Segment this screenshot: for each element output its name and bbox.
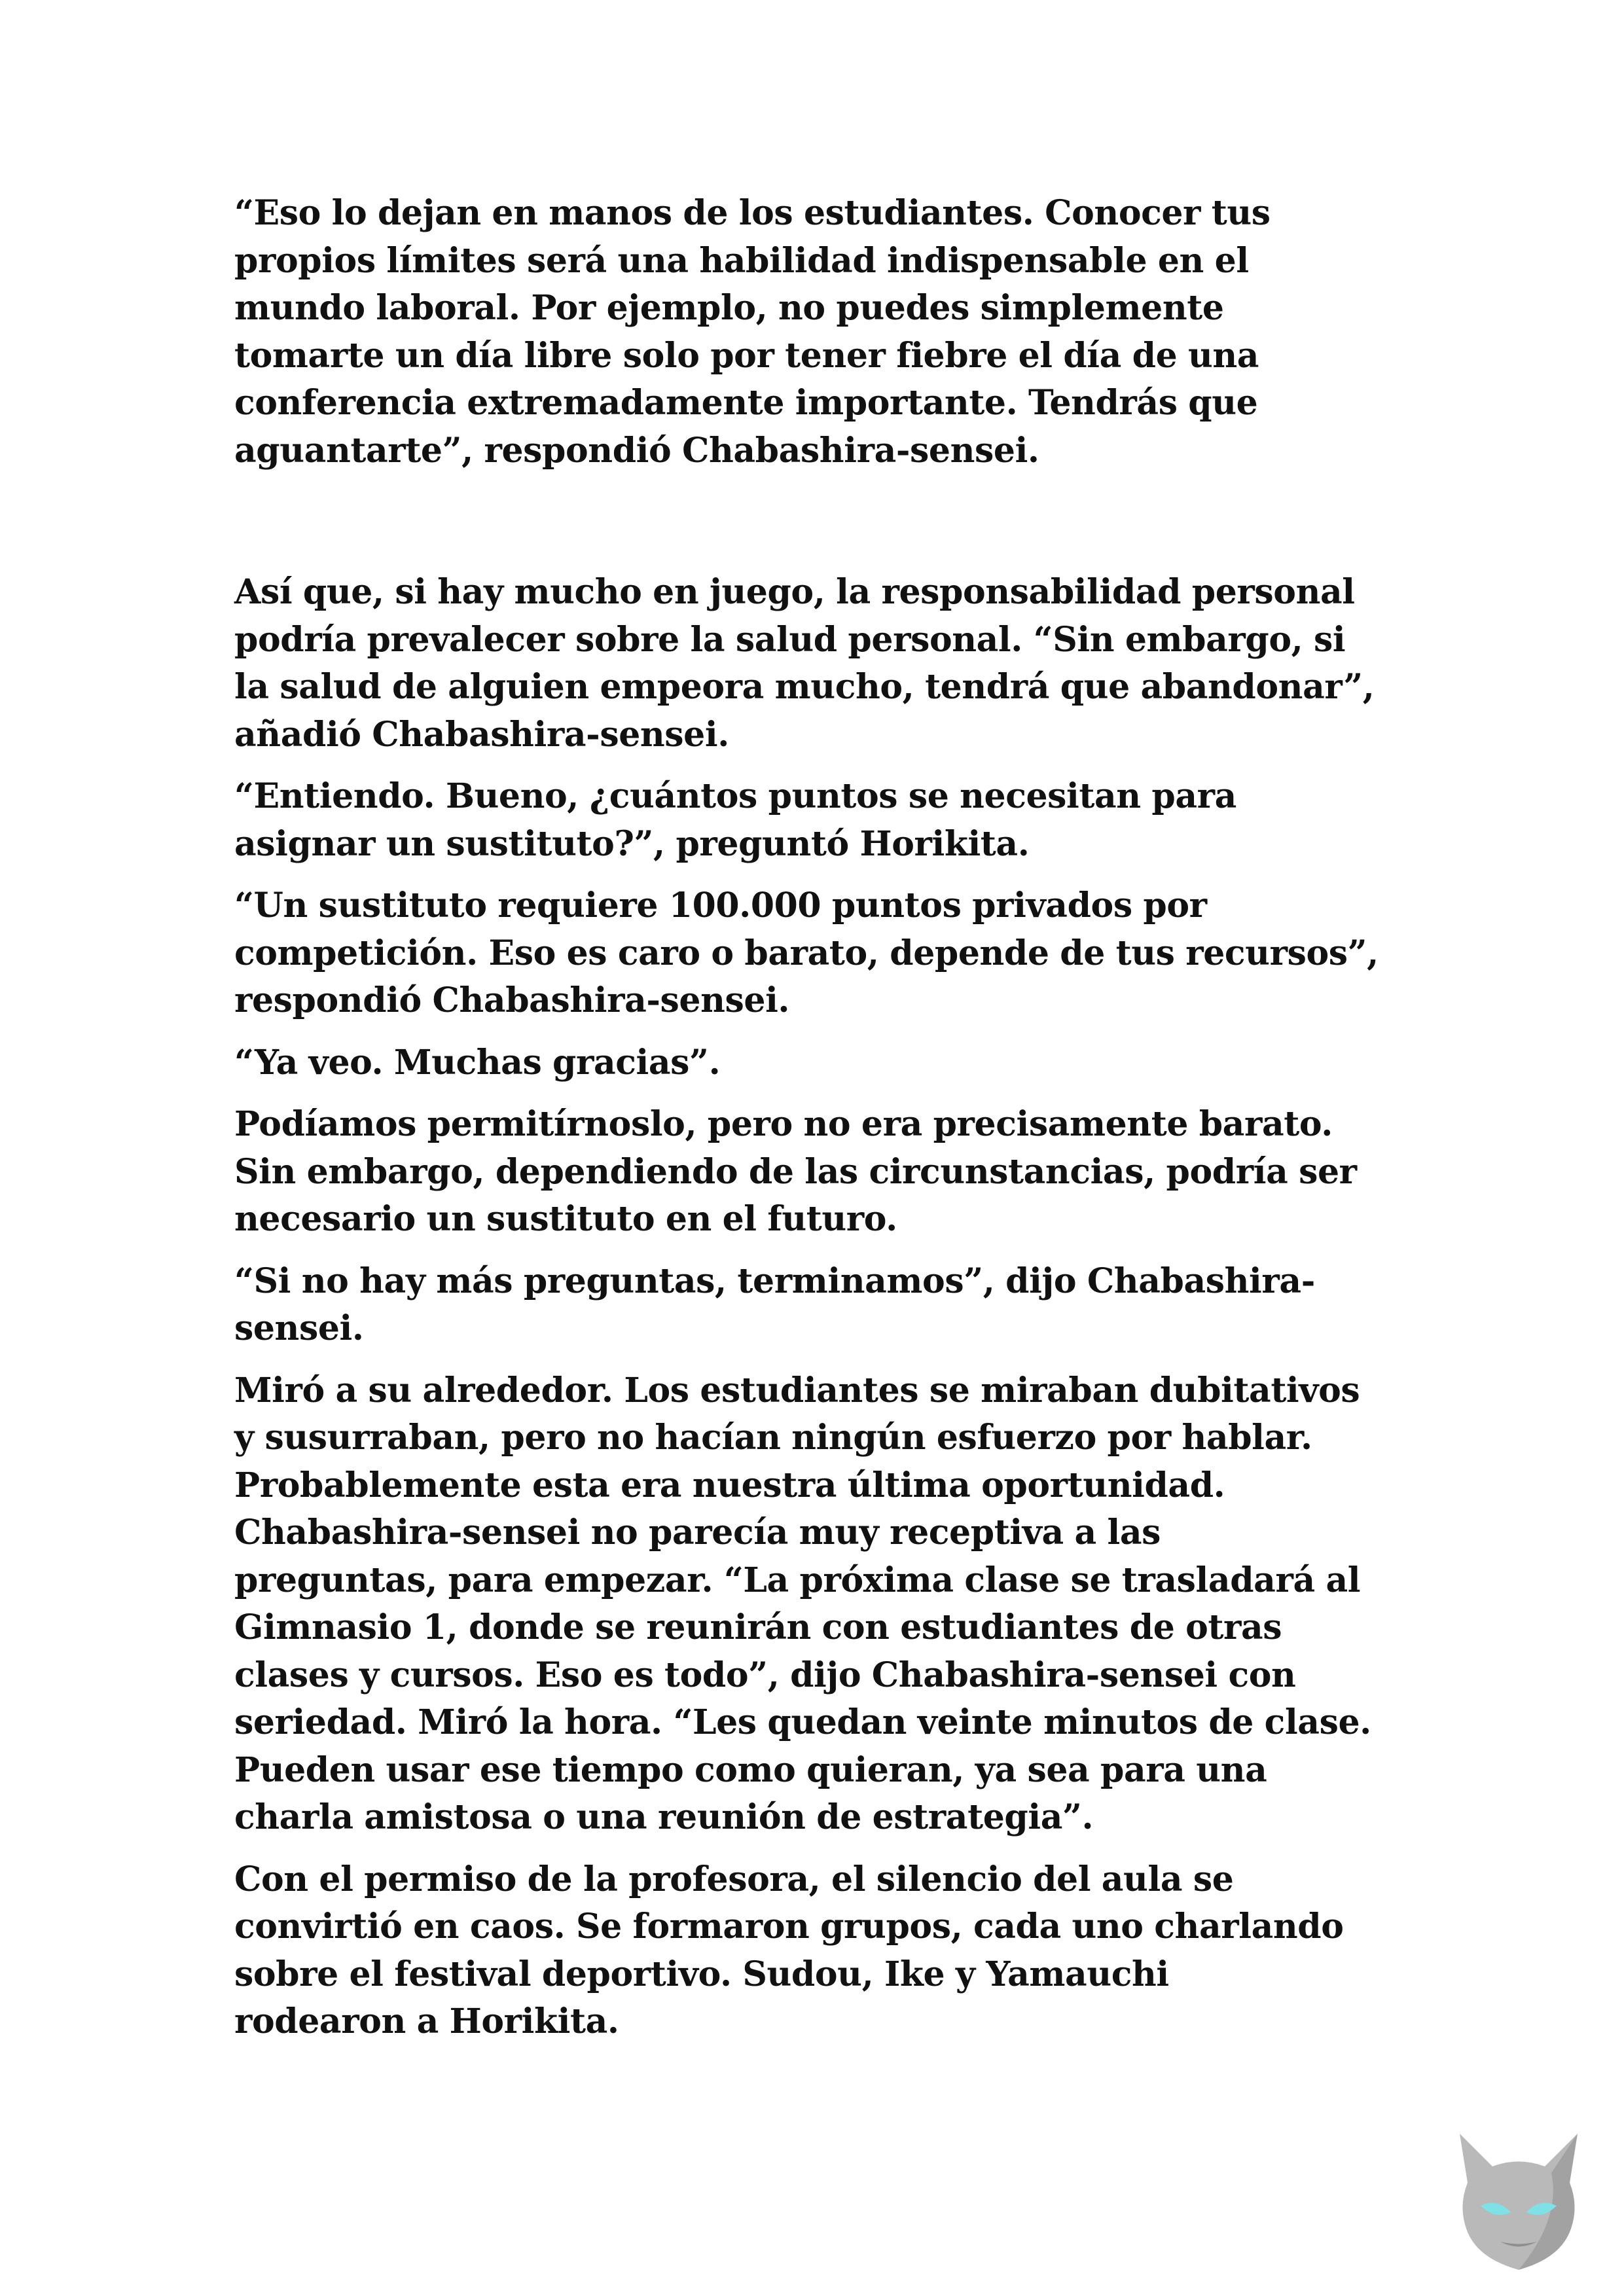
text-line: propios límites será una habilidad indispensable en el [234, 240, 1249, 281]
paragraph-9 [234, 1856, 1406, 2046]
text-line: Así que, si hay mucho en juego, la responsabilidad personal [234, 572, 1355, 612]
paragraph-3 [234, 773, 1406, 868]
text-line: “Si no hay más preguntas, terminamos”, dijo Chabashira- [234, 1261, 1315, 1301]
text-line: sobre el festival deportivo. Sudou, Ike y Yamauchi [234, 1954, 1169, 1994]
paragraph-6 [234, 1101, 1406, 1244]
text-line: necesario un sustituto en el futuro. [234, 1199, 897, 1239]
text-line: aguantarte”, respondió Chabashira-sensei. [234, 430, 1039, 471]
text-line: Gimnasio 1, donde se reunirán con estudiantes de otras [234, 1607, 1282, 1647]
text-line: y susurraban, pero no hacían ningún esfuerzo por hablar. [234, 1418, 1312, 1458]
text-line: respondió Chabashira-sensei. [234, 980, 790, 1020]
demon-mask-icon [1440, 2121, 1597, 2278]
text-line: competición. Eso es caro o barato, depende de tus recursos”, [234, 933, 1379, 973]
text-line: asignar un sustituto?”, preguntó Horikita. [234, 823, 1030, 864]
text-line: convirtió en caos. Se formaron grupos, cada uno charlando [234, 1907, 1344, 1946]
paragraph-8 [234, 1367, 1406, 1842]
paragraph-5 [234, 1039, 1406, 1087]
text-line: “Ya veo. Muchas gracias”. [234, 1042, 721, 1083]
text-line: “Eso lo dejan en manos de los estudiantes. Conocer tus [234, 193, 1271, 233]
text-line: “Un sustituto requiere 100.000 puntos privados por [234, 886, 1207, 925]
paragraph-4 [234, 882, 1406, 1025]
text-line: Podíamos permitírnoslo, pero no era precisamente barato. [234, 1104, 1333, 1144]
text-line: seriedad. Miró la hora. “Les quedan veinte minutos de clase. [234, 1702, 1371, 1742]
text-line: tomarte un día libre solo por tener fiebre el día de una [234, 335, 1259, 376]
text-line: Pueden usar ese tiempo como quieran, ya sea para una [234, 1749, 1267, 1790]
text-line: preguntas, para empezar. “La próxima clase se trasladará al [234, 1560, 1361, 1600]
text-line: podría prevalecer sobre la salud personal. “Sin embargo, si [234, 619, 1346, 660]
text-line: Probablemente esta era nuestra última oportunidad. [234, 1465, 1225, 1505]
text-line: mundo laboral. Por ejemplo, no puedes simplemente [234, 288, 1224, 328]
paragraph-7 [234, 1258, 1406, 1353]
text-line: charla amistosa o una reunión de estrategia”. [234, 1797, 1094, 1837]
paragraph-2 [234, 569, 1406, 759]
text-line: rodearon a Horikita. [234, 2001, 619, 2041]
text-line: Miró a su alrededor. Los estudiantes se miraban dubitativos [234, 1370, 1360, 1410]
text-line: conferencia extremadamente importante. Tendrás que [234, 383, 1258, 423]
paragraph-1 [234, 190, 1406, 475]
text-line: “Entiendo. Bueno, ¿cuántos puntos se necesitan para [234, 776, 1236, 816]
text-column [234, 190, 1406, 2046]
text-line: Sin embargo, dependiendo de las circunstancias, podría ser [234, 1151, 1357, 1192]
text-line: Con el permiso de la profesora, el silencio del aula se [234, 1859, 1234, 1899]
text-line: clases y cursos. Eso es todo”, dijo Chabashira-sensei con [234, 1655, 1296, 1695]
text-line: la salud de alguien empeora mucho, tendrá que abandonar”, [234, 667, 1375, 707]
text-line: añadió Chabashira-sensei. [234, 714, 729, 755]
text-line: Chabashira-sensei no parecía muy receptiva a las [234, 1513, 1161, 1552]
text-line: sensei. [234, 1308, 364, 1348]
